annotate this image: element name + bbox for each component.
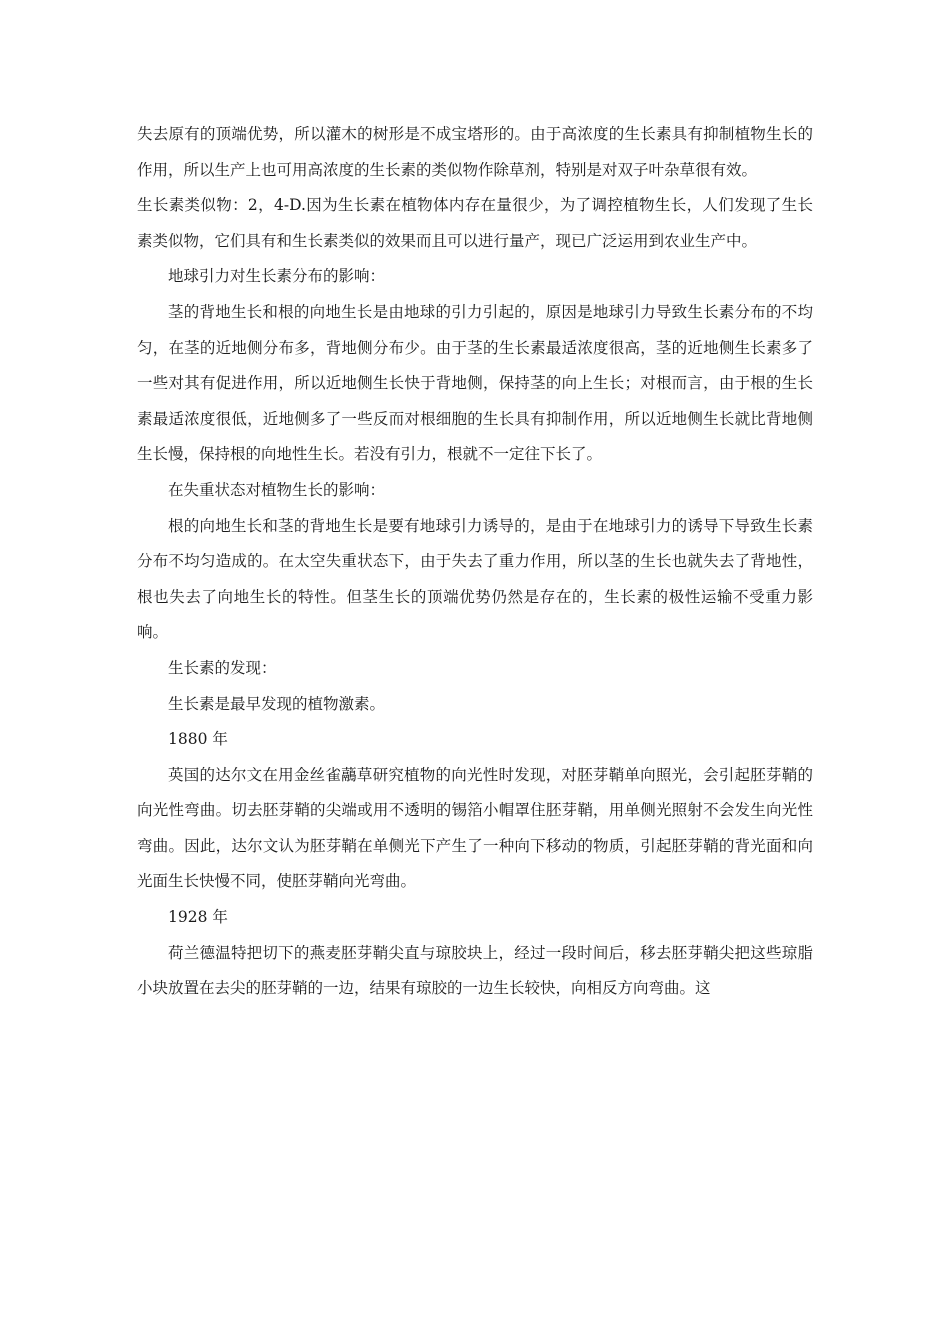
year-1880: 1880 年: [168, 730, 228, 749]
paragraph-topical-dominance: 失去原有的顶端优势，所以灌木的树形是不成宝塔形的。由于高浓度的生长素具有抑制植物生长的作用，所以生产上也可用高浓度的生长素的类似物作除草剂，特别是对双子叶杂草很有效。: [137, 125, 813, 179]
paragraph-auxin-analogs: 生长素类似物：2，4-D.因为生长素在植物体内存在量很少，为了调控植物生长，人们发现了生长素类似物，它们具有和生长素类似的效果而且可以进行量产，现已广泛运用到农业生产中。: [137, 196, 813, 250]
document-page: [137, 117, 813, 1007]
paragraph-darwin-experiment: 英国的达尔文在用金丝雀虉草研究植物的向光性时发现，对胚芽鞘单向照光，会引起胚芽鞘的向光性弯曲。切去胚芽鞘的尖端或用不透明的锡箔小帽罩住胚芽鞘，用单侧光照射不会发生向光性弯曲。因此，达尔文认为胚芽鞘在单侧光下产生了一种向下移动的物质，引起胚芽鞘的背光面和向光面生长快慢不同，使胚芽鞘向光弯曲。: [137, 765, 813, 891]
paragraph-weightlessness-effect: 根的向地生长和茎的背地生长是要有地球引力诱导的，是由于在地球引力的诱导下导致生长素分布不均匀造成的。在太空失重状态下，由于失去了重力作用，所以茎的生长也就失去了背地性，根也失去了向地生长的特性。但茎生长的顶端优势仍然是存在的，生长素的极性运输不受重力影响。: [137, 516, 813, 642]
paragraph-went-experiment: 荷兰德温特把切下的燕麦胚芽鞘尖直与琼胶块上，经过一段时间后，移去胚芽鞘尖把这些琼脂小块放置在去尖的胚芽鞘的一边，结果有琼胶的一边生长较快，向相反方向弯曲。这: [137, 943, 813, 998]
paragraph-gravity-effect: 茎的背地生长和根的向地生长是由地球的引力引起的，原因是地球引力导致生长素分布的不均匀，在茎的近地侧分布多，背地侧分布少。由于茎的生长素最适浓度很高，茎的近地侧生长素多了一些对其有促进作用，所以近地侧生长快于背地侧，保持茎的向上生长；对根而言，由于根的生长素最适浓度很低，近地侧多了一些反而对根细胞的生长具有抑制作用，所以近地侧生长就比背地侧生长慢，保持根的向地性生长。若没有引力，根就不一定往下长了。: [137, 302, 813, 464]
heading-weightlessness-effect: 在失重状态对植物生长的影响：: [168, 480, 386, 499]
heading-gravity-effect: 地球引力对生长素分布的影响：: [168, 267, 386, 286]
year-1928: 1928 年: [168, 908, 228, 927]
paragraph-first-hormone: 生长素是最早发现的植物激素。: [168, 694, 386, 713]
heading-auxin-discovery: 生长素的发现：: [168, 658, 277, 677]
